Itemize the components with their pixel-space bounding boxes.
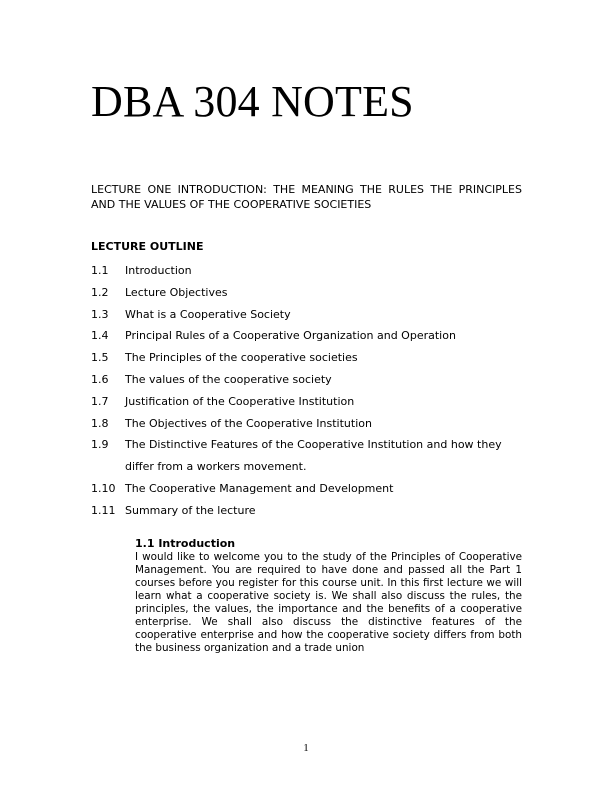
outline-item bbox=[91, 260, 531, 282]
outline-item-number: 1.1 bbox=[91, 264, 109, 277]
outline-item-number: 1.11 bbox=[91, 503, 116, 517]
outline-item-text: Summary of the lecture bbox=[125, 503, 256, 517]
outline-item-text: Introduction bbox=[125, 264, 192, 277]
outline-item-text: What is a Cooperative Society bbox=[125, 307, 291, 321]
introduction-section bbox=[135, 537, 522, 655]
outline-item-text: Principal Rules of a Cooperative Organization and Operation bbox=[125, 329, 456, 343]
outline-item-number: 1.6 bbox=[91, 372, 109, 386]
outline-title: LECTURE OUTLINE bbox=[91, 240, 204, 253]
outline-item bbox=[91, 478, 531, 500]
outline-item-number: 1.5 bbox=[91, 351, 109, 365]
outline-item-text: Lecture Objectives bbox=[125, 285, 228, 299]
outline-item-text: The values of the cooperative society bbox=[125, 372, 332, 386]
outline-item bbox=[91, 282, 531, 304]
introduction-paragraph: I would like to welcome you to the study of the Principles of Cooperative Management. You are required to have done and passed all the Part 1 courses before you register for this course unit. In this first lecture we will learn what a cooperative society is. We shall also discuss the rules, the principles, the values, the importance and the benefits of a cooperative enterprise. We shall also discuss the distinctive features of the cooperative enterprise and how the cooperative society differs from both the business organization and a trade union bbox=[135, 551, 522, 654]
outline-item bbox=[91, 413, 531, 435]
outline-item-number: 1.10 bbox=[91, 481, 116, 495]
outline-item-number: 1.7 bbox=[91, 394, 109, 408]
outline-item bbox=[91, 500, 531, 522]
outline-item bbox=[91, 369, 531, 391]
outline-item bbox=[91, 391, 531, 413]
outline-item-number: 1.4 bbox=[91, 329, 109, 343]
page-title: DBA 304 NOTES bbox=[91, 77, 414, 126]
introduction-heading: 1.1 Introduction bbox=[135, 537, 236, 550]
page-number: 1 bbox=[303, 742, 309, 754]
outline-item-text: The Distinctive Features of the Cooperative Institution and how they differ from a workers movement. bbox=[125, 438, 502, 474]
lecture-heading: LECTURE ONE INTRODUCTION: THE MEANING THE RULES THE PRINCIPLES AND THE VALUES OF THE COOPERATIVE SOCIETIES bbox=[91, 183, 522, 211]
outline-item-number: 1.9 bbox=[91, 438, 109, 452]
outline-item-number: 1.2 bbox=[91, 285, 109, 299]
outline-item bbox=[91, 434, 531, 478]
outline-item bbox=[91, 347, 531, 369]
outline-item bbox=[91, 304, 531, 326]
outline-item-text: The Cooperative Management and Development bbox=[125, 481, 394, 495]
outline-item-number: 1.8 bbox=[91, 416, 109, 430]
outline-item bbox=[91, 325, 531, 347]
outline-item-number: 1.3 bbox=[91, 307, 109, 321]
lecture-outline-list bbox=[91, 260, 531, 522]
outline-item-text: Justification of the Cooperative Institution bbox=[125, 394, 355, 408]
outline-item-text: The Principles of the cooperative societies bbox=[125, 351, 358, 365]
outline-item-text: The Objectives of the Cooperative Institution bbox=[125, 416, 372, 430]
